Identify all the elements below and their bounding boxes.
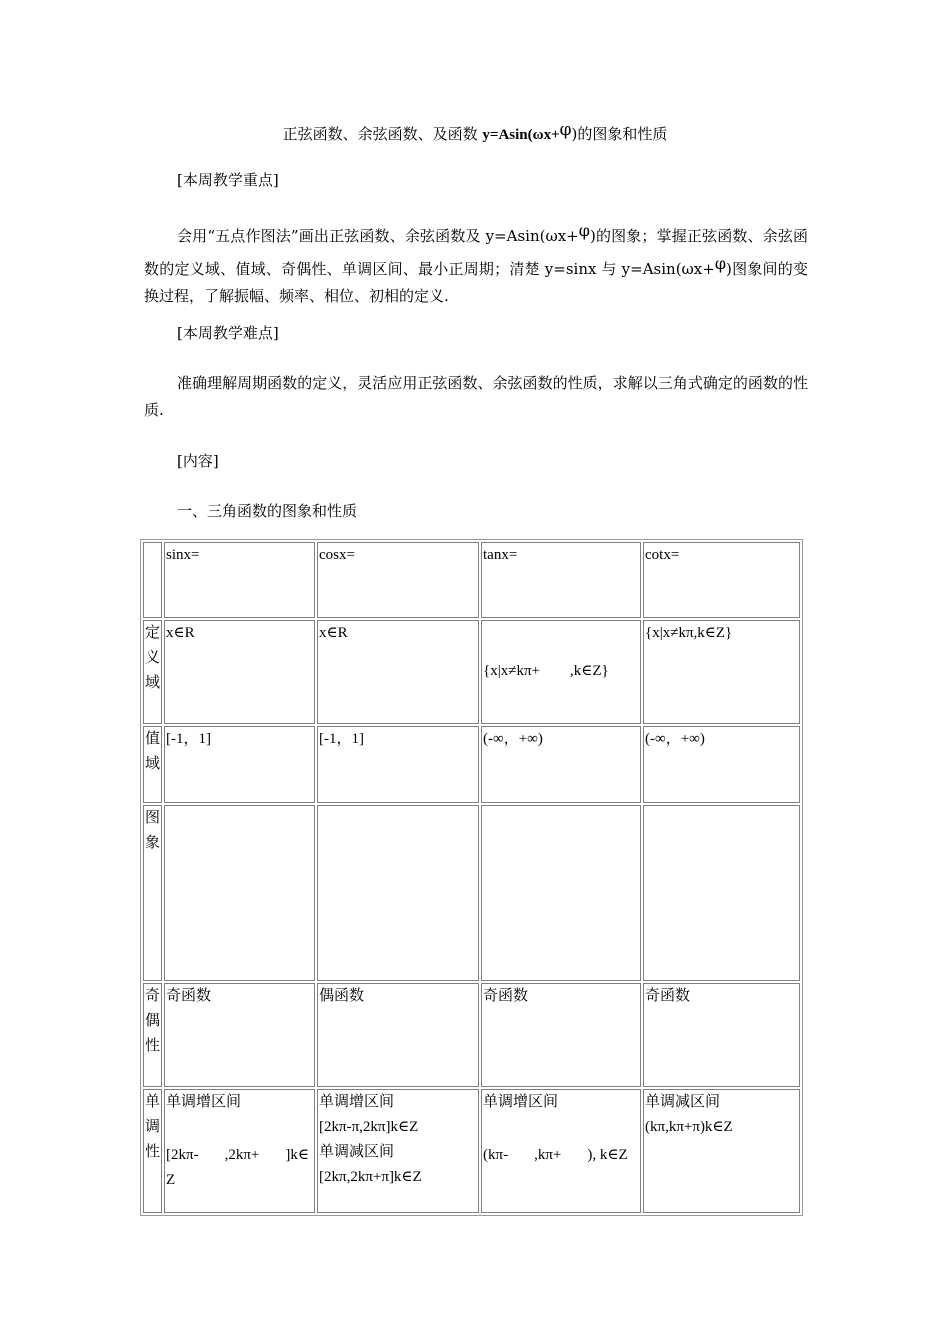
mono-tan-b: ,kπ+ bbox=[534, 1147, 562, 1163]
parity-sin: 奇函数 bbox=[164, 983, 315, 1087]
focus-heading: [本周教学重点] bbox=[177, 171, 279, 189]
title-formula: y=Asin(ωx+ bbox=[482, 127, 560, 143]
content-heading: [内容] bbox=[177, 452, 219, 470]
section-subheading: 一、三角函数的图象和性质 bbox=[177, 502, 358, 520]
table-row-domain bbox=[143, 620, 800, 724]
difficulty-paragraph: 准确理解周期函数的定义，灵活应用正弦函数、余弦函数的性质，求解以三角式确定的函数的性质. bbox=[144, 374, 808, 419]
title-phi: φ bbox=[559, 120, 572, 140]
row-label-domain: 定义域 bbox=[143, 620, 162, 724]
domain-sin: x∈R bbox=[164, 620, 315, 724]
parity-cos: 偶函数 bbox=[317, 983, 479, 1087]
table-row-graph bbox=[143, 805, 800, 981]
range-tan: (-∞，+∞) bbox=[481, 726, 641, 803]
focus-phi-2: φ bbox=[714, 254, 727, 273]
title-suffix: )的图象和性质 bbox=[571, 125, 668, 143]
mono-cos-head1: 单调增区间 bbox=[319, 1094, 395, 1110]
mono-cot-head: 单调减区间 bbox=[645, 1094, 721, 1110]
mono-sin-a: [2kπ- bbox=[166, 1147, 199, 1163]
page-title bbox=[0, 120, 950, 144]
mono-tan-c: ), k∈Z bbox=[587, 1147, 628, 1163]
focus-text-a: 会用“五点作图法”画出正弦函数、余弦函数及 y=Asin(ωx+ bbox=[177, 227, 579, 245]
mono-sin-head: 单调增区间 bbox=[166, 1094, 242, 1110]
table-row-range bbox=[143, 726, 800, 803]
header-sin: sinx= bbox=[164, 542, 315, 618]
row-label-parity: 奇偶性 bbox=[143, 983, 162, 1087]
domain-tan-b: ,k∈Z} bbox=[569, 663, 609, 679]
graph-sin bbox=[164, 805, 315, 981]
row-label-range: 值域 bbox=[143, 726, 162, 803]
graph-tan bbox=[481, 805, 641, 981]
mono-sin-c: ]k∈ bbox=[285, 1147, 309, 1163]
mono-sin-b: ,2kπ+ bbox=[224, 1147, 260, 1163]
range-cot: (-∞，+∞) bbox=[643, 726, 800, 803]
domain-cot: {x|x≠kπ,k∈Z} bbox=[643, 620, 800, 724]
row-label-monotonicity: 单调性 bbox=[143, 1089, 162, 1213]
focus-phi-1: φ bbox=[578, 221, 590, 240]
mono-cos-int2: [2kπ,2kπ+π]k∈Z bbox=[319, 1169, 422, 1185]
table-row-parity bbox=[143, 983, 800, 1087]
trig-properties-table bbox=[140, 539, 803, 1216]
domain-tan-a: {x|x≠kπ+ bbox=[483, 663, 540, 679]
header-cos: cosx= bbox=[317, 542, 479, 618]
focus-text-b: )的图象；掌握正弦函数、余弦函数的定义域、值域、奇偶性、单调区间、最小正周期；清楚 y=sinx 与 y=Asin(ωx+ bbox=[144, 227, 809, 278]
focus-paragraph bbox=[144, 217, 808, 310]
graph-cos bbox=[317, 805, 479, 981]
mono-cot bbox=[643, 1089, 800, 1213]
range-sin: [-1，1] bbox=[164, 726, 315, 803]
mono-cos-int1: [2kπ-π,2kπ]k∈Z bbox=[319, 1119, 419, 1135]
domain-cos: x∈R bbox=[317, 620, 479, 724]
focus-text-c: )图象间的变换过程，了解振幅、频率、相位、初相的定义. bbox=[144, 260, 809, 305]
parity-tan: 奇函数 bbox=[481, 983, 641, 1087]
mono-cos bbox=[317, 1089, 479, 1213]
table-row-monotonicity bbox=[143, 1089, 800, 1213]
table-row-header bbox=[143, 542, 800, 618]
difficulty-heading: [本周教学难点] bbox=[177, 324, 279, 342]
table-corner-cell bbox=[143, 542, 162, 618]
mono-cot-int: (kπ,kπ+π)k∈Z bbox=[645, 1119, 733, 1135]
row-label-graph: 图象 bbox=[143, 805, 162, 981]
header-tan: tanx= bbox=[481, 542, 641, 618]
mono-tan-a: (kπ- bbox=[483, 1147, 509, 1163]
mono-tan-head: 单调增区间 bbox=[483, 1094, 559, 1110]
mono-tan bbox=[481, 1089, 641, 1213]
parity-cot: 奇函数 bbox=[643, 983, 800, 1087]
mono-sin-d: Z bbox=[166, 1172, 176, 1188]
domain-tan bbox=[481, 620, 641, 724]
title-prefix: 正弦函数、余弦函数、及函数 bbox=[282, 125, 483, 143]
range-cos: [-1，1] bbox=[317, 726, 479, 803]
header-cot: cotx= bbox=[643, 542, 800, 618]
graph-cot bbox=[643, 805, 800, 981]
mono-cos-head2: 单调减区间 bbox=[319, 1144, 395, 1160]
mono-sin bbox=[164, 1089, 315, 1213]
